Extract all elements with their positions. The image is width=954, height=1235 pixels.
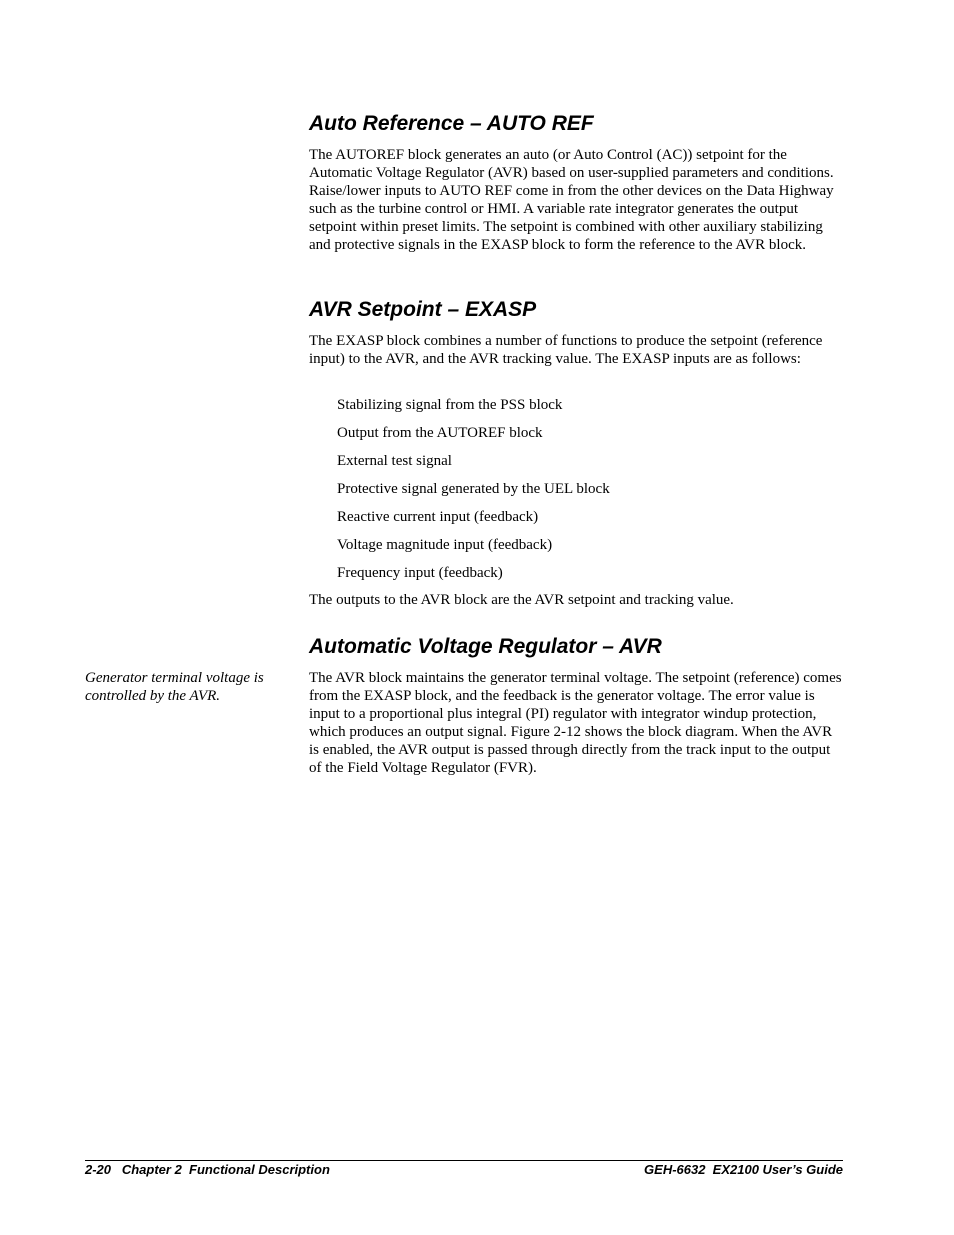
exasp-closing-paragraph: The outputs to the AVR block are the AVR setpoint and tracking value. [309,592,734,608]
auto-ref-paragraph: The AUTOREF block generates an auto (or Auto Control (AC)) setpoint for the Automatic Voltage Regulator (AVR) based on user-supplied parameters and conditions. Raise/lower inputs to AUTO REF come in from the other devices on the Data Highway such as the turbine control or HMI. A variable rate integrator generates the output setpoint within preset limits. The setpoint is combined with other auxiliary stabilizing and protective signals in the EXASP block to form the reference to the AVR block. [309,147,834,253]
avr-paragraph: The AVR block maintains the generator terminal voltage. The setpoint (reference) comes from the EXASP block, and the feedback is the generator voltage. The error value is input to a proportional plus integral (PI) regulator with integrator windup protection, which produces an output signal. Figure 2-12 shows the block diagram. When the AVR is enabled, the AVR output is passed through directly from the track input to the output of the Field Voltage Regulator (FVR). [309,670,842,776]
footer-chapter-label: 2-20 Chapter 2 Functional Description [85,1162,330,1177]
list-item: Output from the AUTOREF block [337,425,543,441]
exasp-paragraph: The EXASP block combines a number of functions to produce the setpoint (reference input) to the AVR, and the AVR tracking value. The EXASP inputs are as follows: [309,333,823,367]
list-item: Protective signal generated by the UEL block [337,481,610,497]
footer-document-label: GEH-6632 EX2100 User’s Guide [644,1162,843,1177]
list-item: Voltage magnitude input (feedback) [337,537,553,553]
list-item: Stabilizing signal from the PSS block [337,397,563,413]
section-heading-auto-ref: Auto Reference – AUTO REF [309,112,594,135]
list-item: Reactive current input (feedback) [337,509,539,525]
footer-rule [85,1160,843,1161]
section-heading-avr: Automatic Voltage Regulator – AVR [309,635,662,658]
list-item: External test signal [337,453,452,469]
section-heading-exasp: AVR Setpoint – EXASP [309,298,537,321]
margin-note: Generator terminal voltage is controlled by the AVR. [85,670,264,704]
list-item: Frequency input (feedback) [337,565,503,581]
